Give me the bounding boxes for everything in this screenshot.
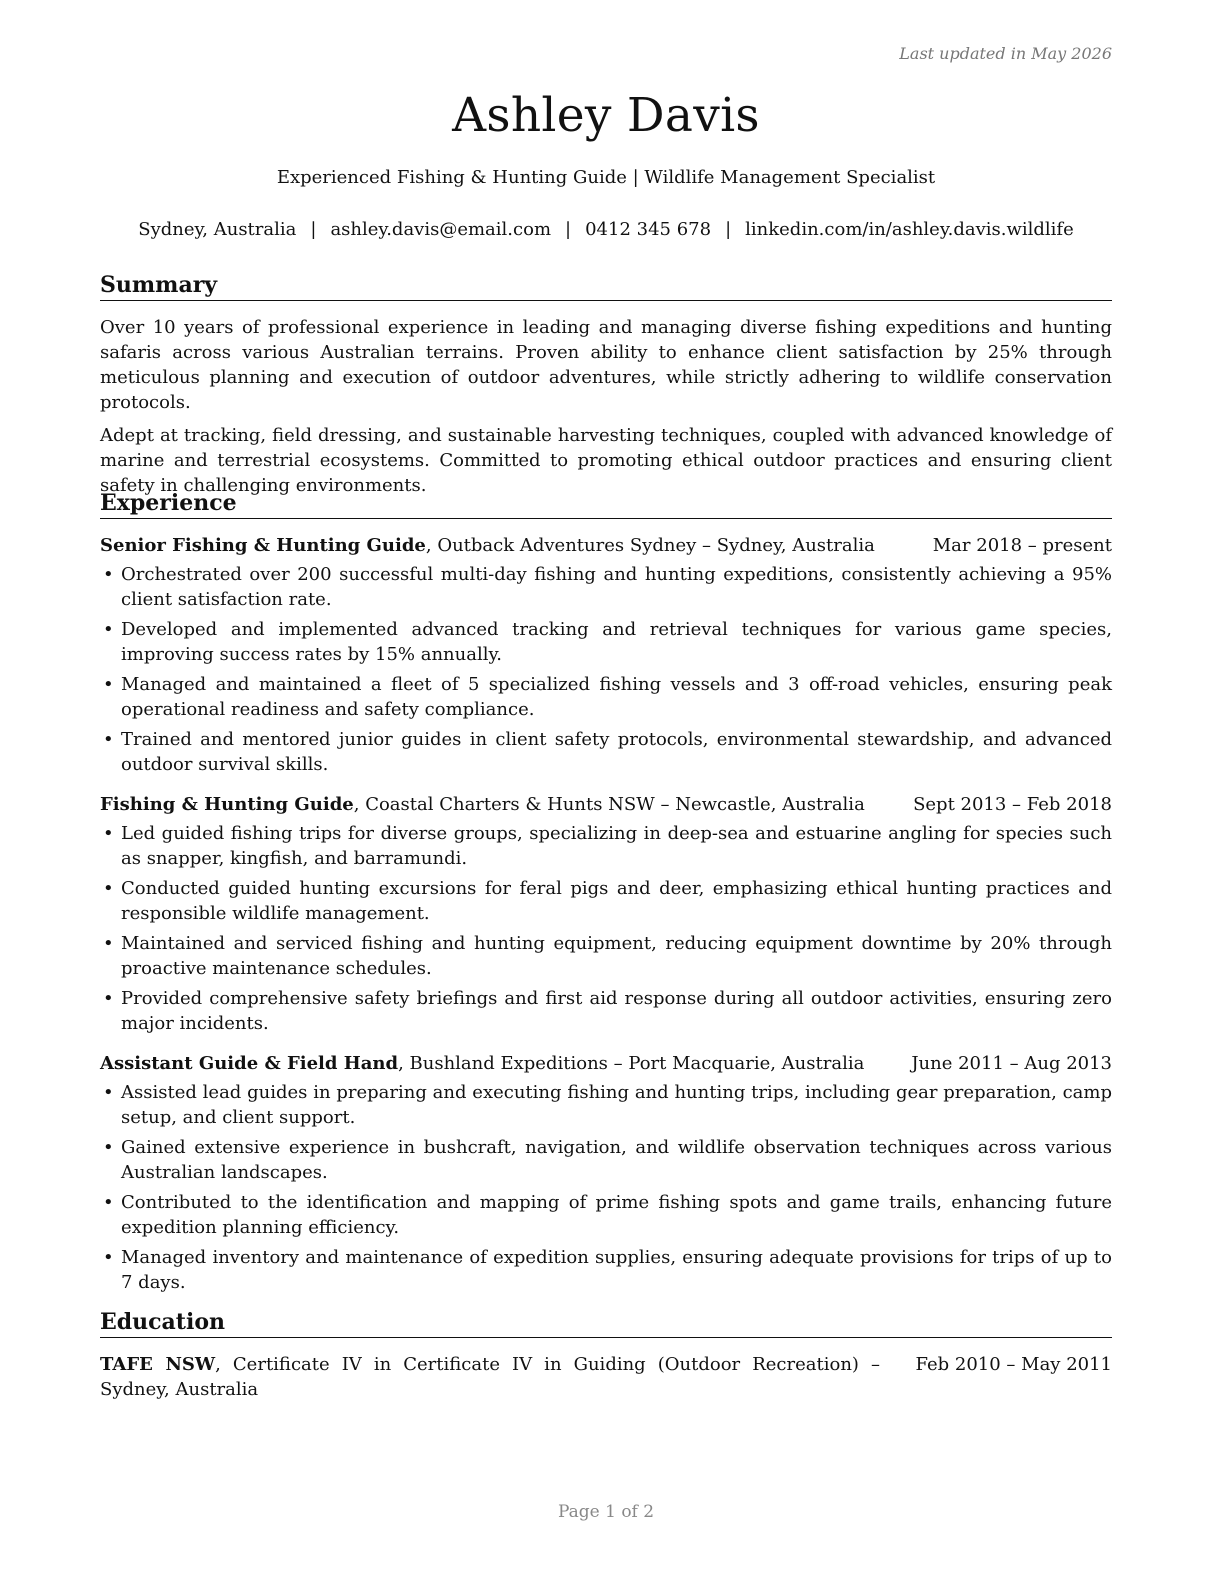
contact-separator: | [565,219,572,240]
job-bullet: • Gained extensive experience in bushcraft, navigation, and wildlife observation techniques across various Australian landscapes. [100,1135,1112,1185]
job-bullet: • Assisted lead guides in preparing and executing fishing and hunting trips, including gear preparation, camp setup, and client support. [100,1080,1112,1130]
experience-section [100,489,1112,1300]
job-role: Assistant Guide & Field Hand [100,1053,399,1074]
job-bullet: • Maintained and serviced fishing and hunting equipment, reducing equipment downtime by 20% through proactive maintenance schedules. [100,931,1112,981]
education-entry [100,1352,1112,1402]
job-role: Senior Fishing & Hunting Guide [100,535,426,556]
job-company: , Bushland Expeditions – Port Macquarie, Australia [398,1053,865,1074]
job-bullet: • Managed inventory and maintenance of expedition supplies, ensuring adequate provisions for trips of up to 7 days. [100,1245,1112,1295]
job-bullet: • Trained and mentored junior guides in client safety protocols, environmental stewardship, and advanced outdoor survival skills. [100,727,1112,777]
job-bullets [100,821,1112,1036]
job-bullet: • Conducted guided hunting excursions for feral pigs and deer, emphasizing ethical hunting practices and responsible wildlife management. [100,876,1112,926]
summary-paragraph: Over 10 years of professional experience in leading and managing diverse fishing expeditions and hunting safaris across various Australian terrains. Proven ability to enhance client satisfaction by 25% through meticulous planning and execution of outdoor adventures, while strictly adhering to wildlife conservation protocols. [100,317,1112,413]
job-header [100,1051,1112,1076]
job-title-line [100,533,875,558]
page-indicator: Page 1 of 2 [557,1502,655,1522]
job-header [100,533,1112,558]
job-role: Fishing & Hunting Guide [100,794,354,815]
contact-separator: | [310,219,317,240]
job-header [100,792,1112,817]
contact-line [100,219,1112,240]
job-bullet: • Led guided fishing trips for diverse groups, specializing in deep-sea and estuarine angling for species such as snapper, kingfish, and barramundi. [100,821,1112,871]
job-dates: Sept 2013 – Feb 2018 [913,794,1112,815]
job-bullet: • Orchestrated over 200 successful multi-day fishing and hunting expeditions, consistently achieving a 95% client satisfaction rate. [100,562,1112,612]
job-entry [100,1051,1112,1295]
job-bullets [100,1080,1112,1295]
last-updated-note: Last updated in May 2026 [899,44,1112,63]
job-title-line [100,1051,864,1076]
job-dates: June 2011 – Aug 2013 [911,1053,1112,1074]
job-dates: Mar 2018 – present [932,535,1112,556]
section-title-summary: Summary [100,271,1112,301]
contact-phone[interactable]: 0412 345 678 [585,219,712,240]
job-title-line [100,792,865,817]
summary-section [100,271,1112,498]
contact-email[interactable]: ashley.davis@email.com [330,219,552,240]
job-bullet: • Developed and implemented advanced tracking and retrieval techniques for various game species, improving success rates by 15% annually. [100,617,1112,667]
job-company: , Outback Adventures Sydney – Sydney, Australia [425,535,875,556]
education-dates: Feb 2010 – May 2011 [915,1354,1112,1375]
section-title-education: Education [100,1308,1112,1338]
education-institution: TAFE NSW [100,1354,216,1375]
education-details: , Certificate IV in Certificate IV in Guiding (Outdoor Recreation) – Sydney, Australia [100,1354,880,1400]
headline: Experienced Fishing & Hunting Guide | Wildlife Management Specialist [276,167,936,188]
section-title-experience: Experience [100,489,1112,519]
education-section [100,1308,1112,1402]
contact-location: Sydney, Australia [138,219,297,240]
job-bullets [100,562,1112,777]
contact-separator: | [725,219,732,240]
job-bullet: • Provided comprehensive safety briefings and first aid response during all outdoor activities, ensuring zero major incidents. [100,986,1112,1036]
education-details-line [100,1352,880,1402]
job-bullet: • Managed and maintained a fleet of 5 specialized fishing vessels and 3 off-road vehicles, ensuring peak operational readiness and safety compliance. [100,672,1112,722]
contact-linkedin[interactable]: linkedin.com/in/ashley.davis.wildlife [745,219,1074,240]
candidate-name: Ashley Davis [452,88,760,143]
job-bullet: • Contributed to the identification and mapping of prime fishing spots and game trails, enhancing future expedition planning efficiency. [100,1190,1112,1240]
job-company: , Coastal Charters & Hunts NSW – Newcastle, Australia [353,794,865,815]
job-entry [100,533,1112,777]
job-entry [100,792,1112,1036]
summary-paragraph: Adept at tracking, field dressing, and sustainable harvesting techniques, coupled with advanced knowledge of marine and terrestrial ecosystems. Committed to promoting ethical outdoor practices and ensuring client safety in challenging environments. [100,425,1112,496]
